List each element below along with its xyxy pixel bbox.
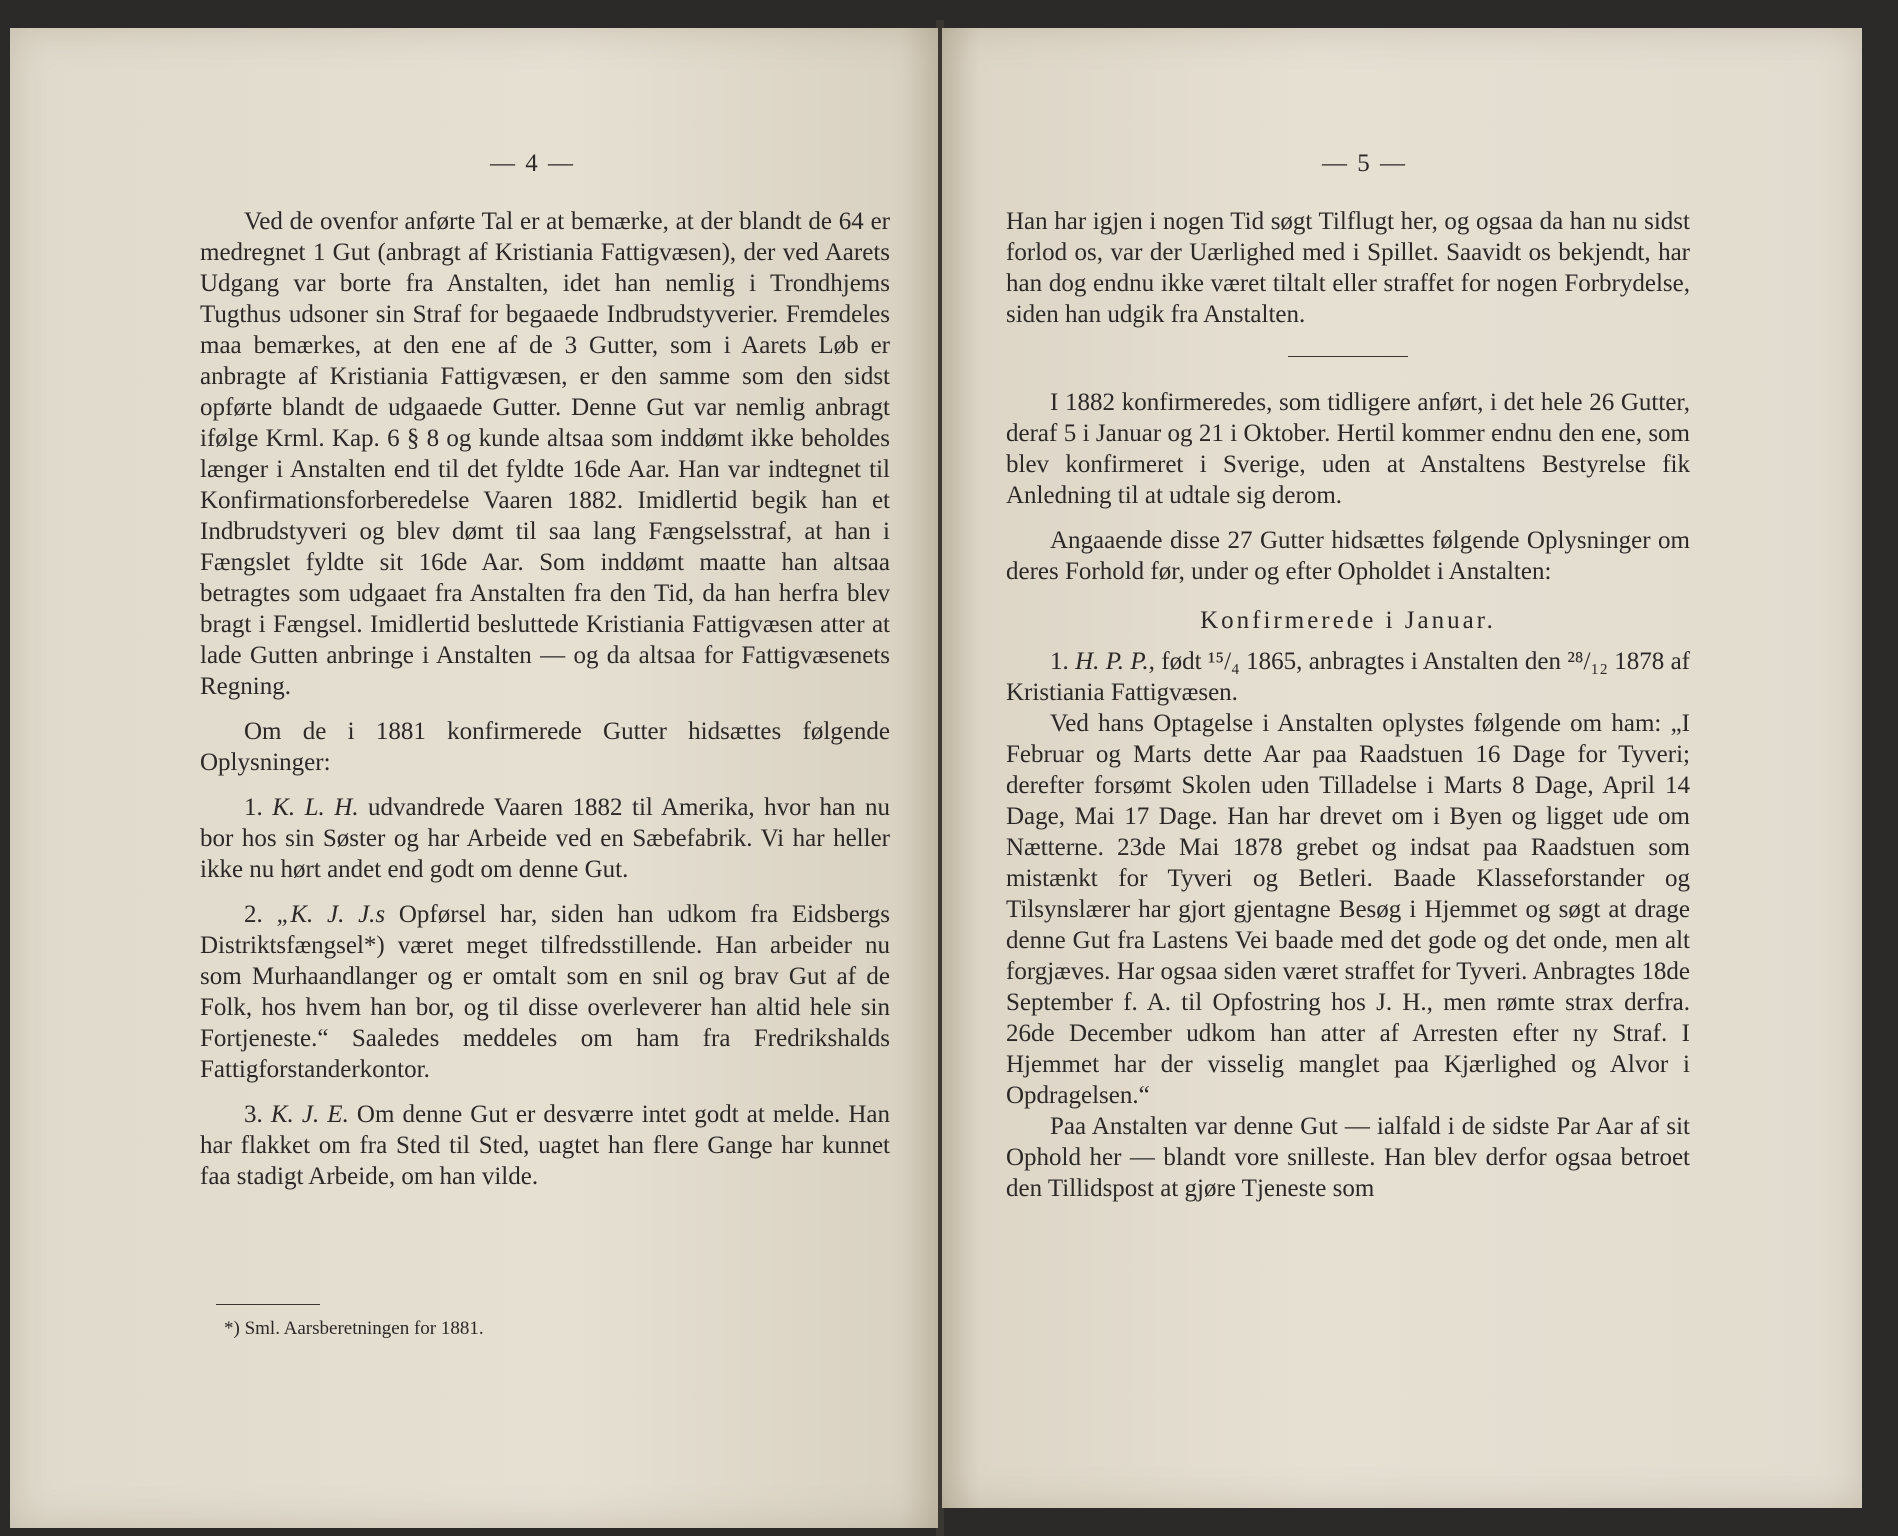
person-initials: K. J. E. — [270, 1101, 349, 1128]
paragraph-admission: Ved hans Optagelse i Anstalten oplystes følgende om ham: „I Februar og Marts dette Aar paa Raadstuen 16 Dage for Tyveri; derefter forsømt Skolen uden Tilladelse i Marts 8 Dage, April 14 Dage, Mai 17 Dage. Han har drevet om i Byen og ligget ude om Nætterne. 23de Mai 1878 grebet og indsat paa Raadstuen som mistænkt for Tyveri og Betleri. Baade Klasseforstander og Tilsynslærer har gjort gjentagne Besøg i Hjemmet og søgt at drage denne Gut fra Lastens Vei baade med det gode og det onde, men alt forgjæves. Har ogsaa siden været straffet for Tyveri. Anbragtes 18de September f. A. til Opfostring hos J. H., men rømte strax derfra. 26de December udkom han atter af Arresten efter ny Straf. I Hjemmet har der visselig manglet paa Kjærlighed og Alvor i Opdragelsen.“ — [1006, 710, 1690, 1109]
paragraph-tally: Ved de ovenfor anførte Tal er at bemærke, at der blandt de 64 er medregnet 1 Gut (anbragt af Kristiania Fattigvæsen), der ved Aarets Udgang var borte fra Anstalten, idet han nemlig i Trondhjems Tugthus udsoner sin Straf for begaaede Indbrudstyverier. Fremdeles maa bemærkes, at den ene af de 3 Gutter, som i Aarets Løb er anbragte af Kristiania Fattigvæsen, er den samme som den sidst opførte blandt de udgaaede Gutter. Denne Gut var nemlig anbragt ifølge Krml. Kap. 6 § 8 og kunde altsaa som inddømt ikke beholdes længer i Anstalten end til det fyldte 16de Aar. Han var indtegnet til Konfirmationsforberedelse Vaaren 1882. Imidlertid begik han et Indbrudstyveri og blev dømt til saa lang Fængselsstraf, at han i Fængslet fyldte sit 16de Aar. Som inddømt maatte han altsaa betragtes som udgaaet fra Anstalten fra den Tid, da han herfra blev bragt i Fængsel. Imidlertid besluttede Kristiania Fattigvæsen atter at lade Gutten anbringe i Anstalten — og da altsaa for Fattigvæsenets Regning. — [200, 208, 890, 700]
right-text-block — [1006, 206, 1690, 1204]
page-number-left: — 4 — — [490, 150, 575, 177]
list-item: 1. K. L. H. udvandrede Vaaren 1882 til Amerika, hvor han nu bor hos sin Søster og har Arbeide ved en Sæbefabrik. Vi har heller ikke nu hørt andet end godt om denne Gut. — [200, 794, 891, 883]
section-divider — [1288, 356, 1408, 357]
person-initials: K. L. H. — [272, 794, 359, 821]
footnote-rule — [216, 1304, 320, 1305]
paragraph-1882: I 1882 konfirmeredes, som tidligere anført, i det hele 26 Gutter, deraf 5 i Januar og 21 i Oktober. Hertil kommer endnu den ene, som blev konfirmeret i Sverige, uden at Anstaltens Bestyrelse fik Anledning til at udtale sig derom. — [1006, 389, 1690, 509]
page-number-right: — 5 — — [1322, 150, 1407, 177]
left-page — [10, 28, 938, 1528]
left-text-block — [200, 206, 890, 1192]
list-item: 1. H. P. P., født ¹⁵/₄ 1865, anbragtes i Anstalten den ²⁸/₁₂ 1878 af Kristiania Fattigvæsen. — [1006, 648, 1691, 706]
paragraph-conduct: Paa Anstalten var denne Gut — ialfald i de sidste Par Aar af sit Ophold her — blandt vore snilleste. Han blev derfor ogsaa betroet den Tillidspost at gjøre Tjeneste som — [1006, 1113, 1690, 1202]
list-item: 3. K. J. E. Om denne Gut er desværre intet godt at melde. Han har flakket om fra Sted til Sted, uagtet han flere Gange har kunnet faa stadigt Arbeide, om han vilde. — [200, 1101, 890, 1190]
section-heading: Konfirmerede i Januar. — [1200, 607, 1496, 634]
paragraph-continuation: Han har igjen i nogen Tid søgt Tilflugt her, og ogsaa da han nu sidst forlod os, var der Uærlighed med i Spillet. Saavidt os bekjendt, har han dog endnu ikke været tiltalt eller straffet for nogen Forbrydelse, siden han udgik fra Anstalten. — [1006, 208, 1690, 328]
paragraph-intro-1881: Om de i 1881 konfirmerede Gutter hidsættes følgende Oplysninger: — [200, 718, 890, 776]
paragraph-27-boys: Angaaende disse 27 Gutter hidsættes følgende Oplysninger om deres Forhold før, under og efter Opholdet i Anstalten: — [1006, 527, 1690, 585]
right-page — [942, 28, 1862, 1508]
person-initials: H. P. P., — [1075, 648, 1155, 675]
footnote: *) Sml. Aarsberetningen for 1881. — [224, 1318, 484, 1339]
list-item: 2. „K. J. J.s Opførsel har, siden han udkom fra Eidsbergs Distriktsfængsel*) været meget tilfredsstillende. Han arbeider nu som Murhaandlanger og er omtalt som en snil og brav Gut af de Folk, hos hvem han bor, og til disse overleverer han altid hele sin Fortjeneste.“ Saaledes meddeles om ham fra Fredrikshalds Fattigforstanderkontor. — [200, 901, 891, 1083]
person-initials: „K. J. J.s — [276, 901, 386, 928]
